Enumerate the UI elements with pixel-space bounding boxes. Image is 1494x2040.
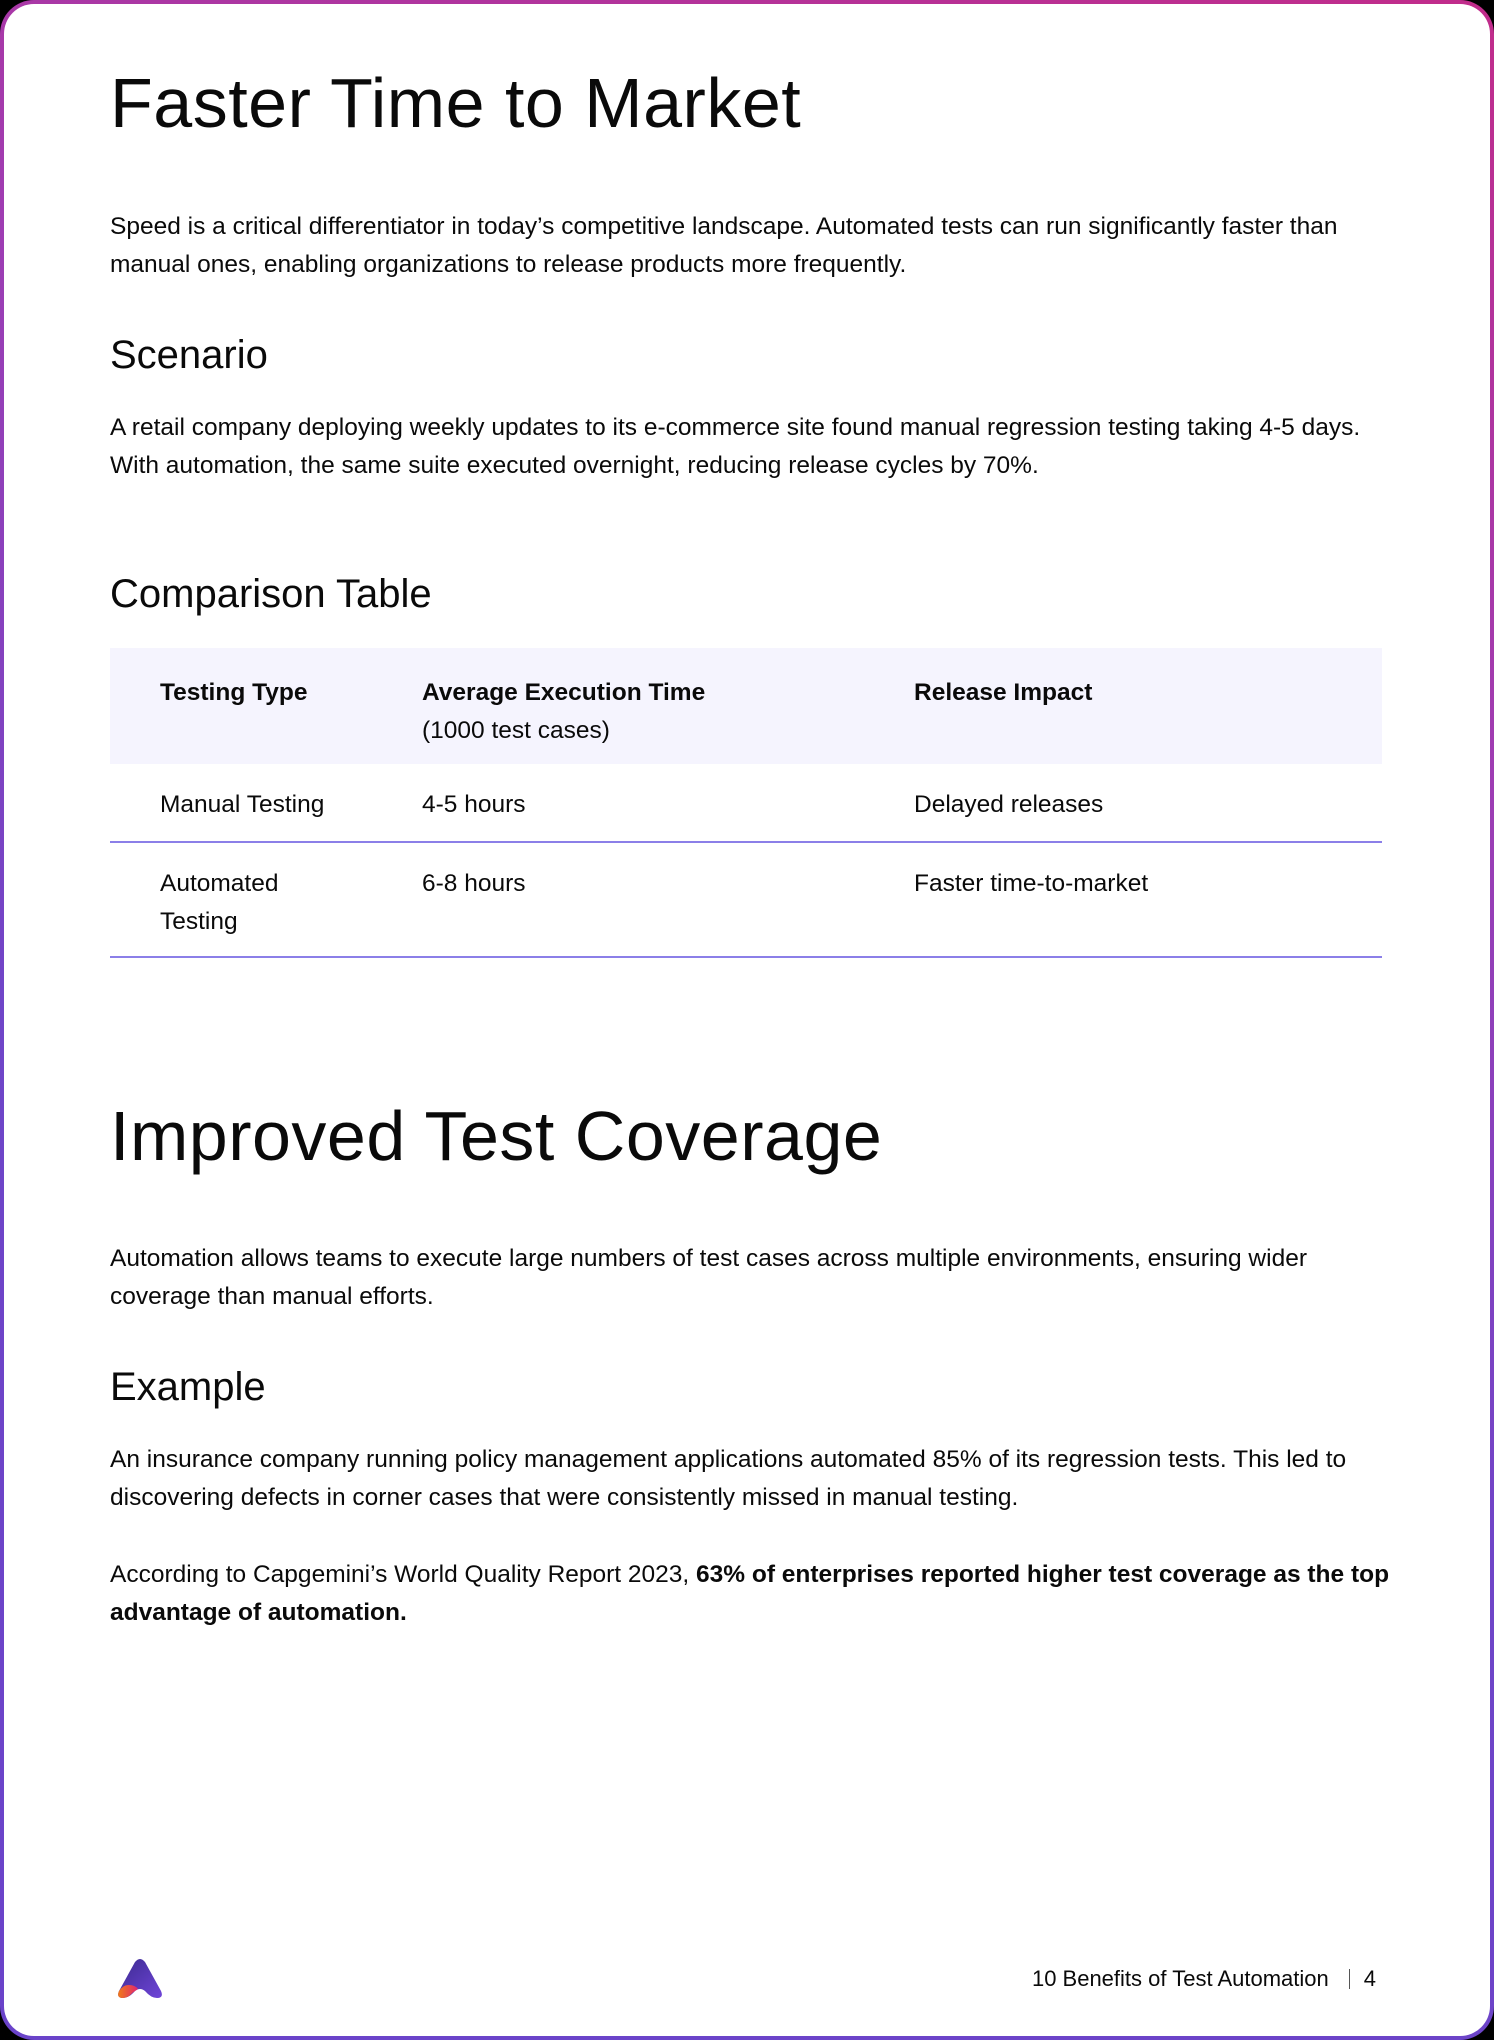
stat-highlight: 63% of enterprises reported higher test coverage as the top advantage of automation.	[110, 1561, 1390, 1626]
table-cell-testing-type: Automated Testing	[160, 870, 279, 935]
page-footer	[1032, 1964, 1376, 1994]
table-header-avg-execution-time	[422, 674, 914, 764]
table-cell-execution-time: 6-8 hours	[422, 870, 526, 897]
section2-intro: Automation allows teams to execute large numbers of test cases across multiple environments, ensuring wider coverage than manual efforts.	[110, 1245, 1307, 1310]
table-cell-release-impact: Faster time-to-market	[914, 870, 1149, 897]
example-heading: Example	[110, 1365, 266, 1409]
scenario-text: A retail company deploying weekly updates to its e-commerce site found manual regression testing taking 4-5 days. With automation, the same suite executed overnight, reducing release cycles by 70%.	[110, 414, 1361, 479]
section-title-improved-test-coverage: Improved Test Coverage	[110, 1097, 883, 1175]
header-label: Testing Type	[160, 679, 308, 706]
brand-logo-icon	[116, 1958, 164, 2002]
table-header-release-impact	[914, 674, 1382, 764]
section-title-faster-time-to-market: Faster Time to Market	[110, 64, 802, 142]
table-cell-release-impact: Delayed releases	[914, 791, 1104, 818]
footer-separator	[1349, 1969, 1350, 1989]
scenario-heading: Scenario	[110, 333, 268, 377]
table-row	[110, 764, 1382, 843]
header-label: Average Execution Time	[422, 679, 706, 706]
header-sublabel: (1000 test cases)	[422, 717, 610, 744]
footer-doc-title: 10 Benefits of Test Automation	[1031, 1966, 1329, 1991]
stat-prefix: According to Capgemini’s World Quality Report 2023,	[110, 1561, 697, 1588]
table-cell-testing-type: Manual Testing	[160, 791, 325, 818]
table-header-row	[110, 648, 1382, 764]
document-page	[4, 4, 1490, 2036]
comparison-table	[110, 648, 1382, 958]
table-header-testing-type	[110, 674, 422, 764]
stat-callout	[110, 1556, 1400, 1632]
example-text: An insurance company running policy management applications automated 85% of its regression tests. This led to discovering defects in corner cases that were consistently missed in manual testing.	[110, 1446, 1347, 1511]
footer-page-number: 4	[1363, 1966, 1376, 1991]
table-row	[110, 843, 1382, 958]
comparison-table-heading: Comparison Table	[110, 572, 432, 616]
header-label: Release Impact	[914, 679, 1093, 706]
section1-intro: Speed is a critical differentiator in today’s competitive landscape. Automated tests can run significantly faster than manual ones, enabling organizations to release products more frequently.	[110, 213, 1338, 278]
table-cell-execution-time: 4-5 hours	[422, 791, 526, 818]
